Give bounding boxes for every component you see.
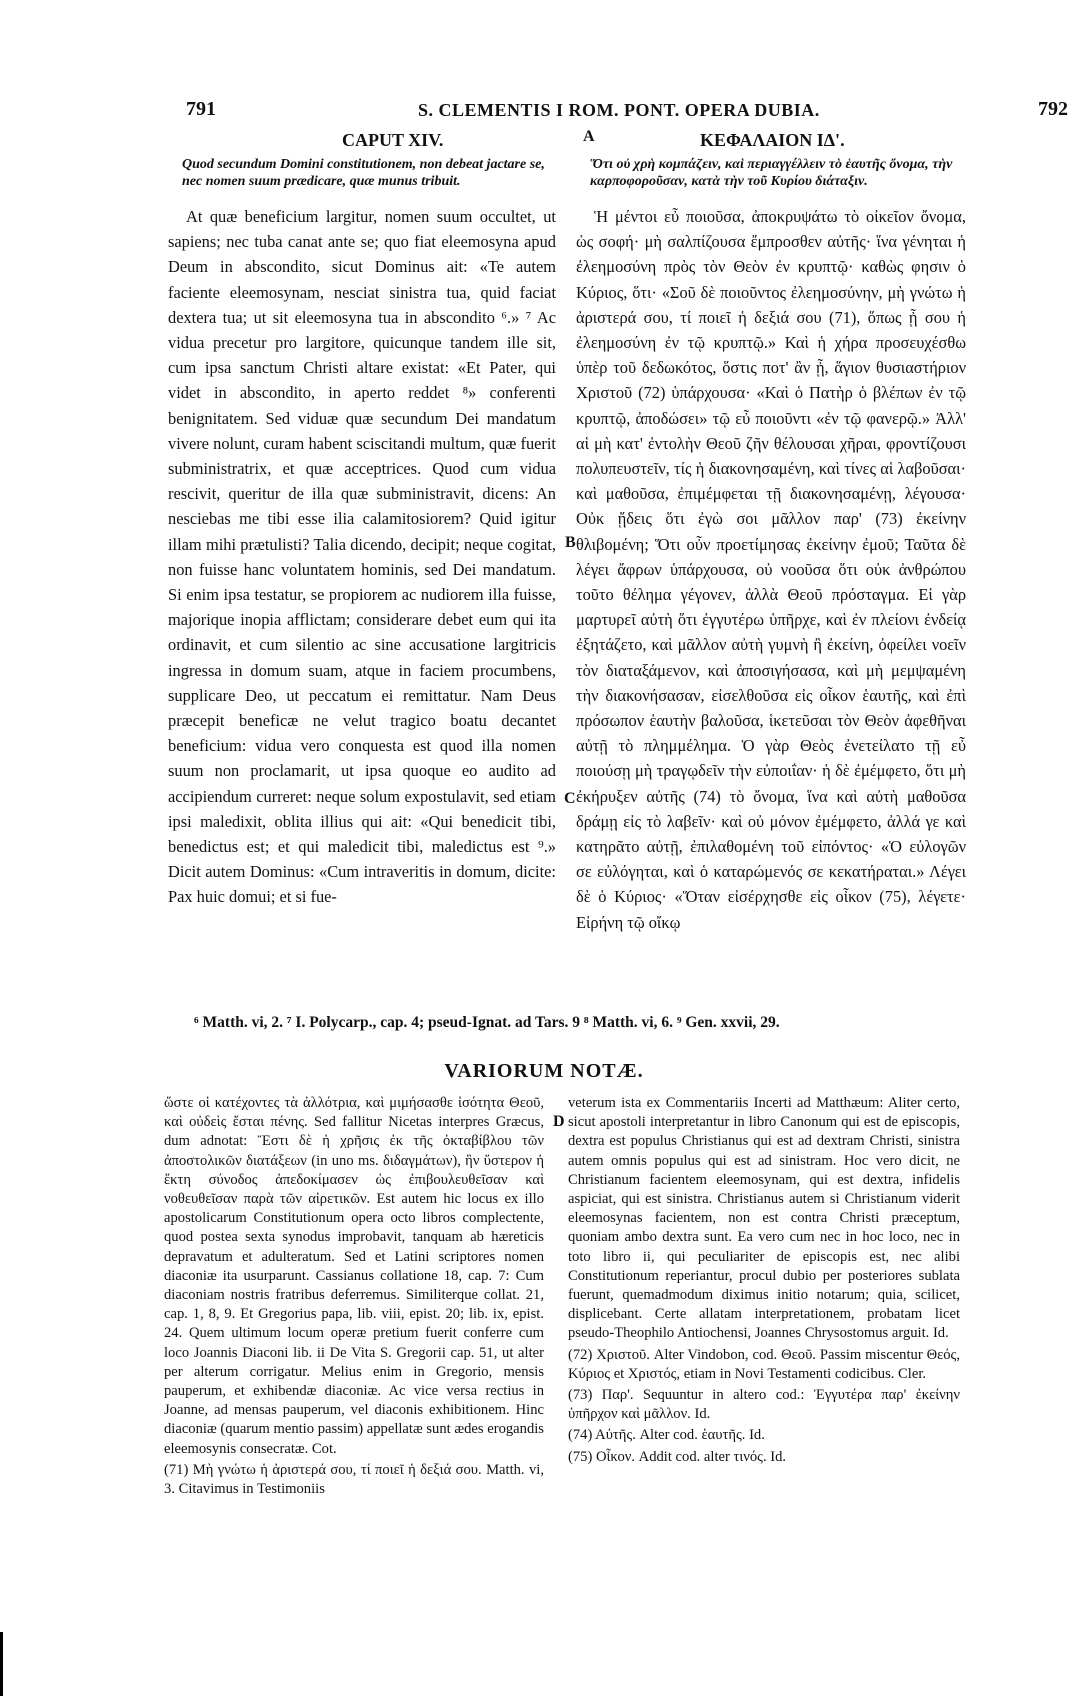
- latin-chapter-heading: CAPUT XIV.: [342, 130, 444, 150]
- notes-left-column: [164, 1094, 544, 1499]
- latin-paragraph: At quæ beneficium largitur, nomen suum occultet, ut sapiens; nec tuba canat ante se; quo fiat eleemosyna apud Deum in abscondito, sicut Dominus ait: «Te autem faciente eleemosynam, nesciat sinistra tua, quid faciat dextera tua; ut sit eleemosyna tua in abscondito ⁶.» ⁷ Ac vidua precetur pro largitore, quicunque tandem ille sit, cum ipsa sanctum Christi altare existat: «Et Pater, qui videt in abscondito, in aperto reddet ⁸» conferenti benignitatem. Sed viduæ quæ secundum Dei mandatum vivere nolunt, curam habent sciscitandi multum, quæ fuerit subministratrix, et quæ acceptrices. Quod cum vidua rescivit, queritur de illa quæ subministravit, dicens: An nesciebas me tibi esse ilia calamitosiorem? Quid igitur illam mihi prætulisti? Talia dicendo, decipit; neque cogitat, non fuisse hanc voluntatem hominis, sed Dei mandatum. Si enim ipsa testatur, se propiorem ac nudiorem illa fuisse, majorique inopia afflictam; considerare debet eum qui ita ordinavit, et cum silentio ac sine accusatione largitricis ingressa in domum suam, atque in faciem procumbens, supplicare Deo, ut peccatum ei remittatur. Nam Deus præcepit beneficæ ne velut tragico boatu decantet beneficium: vidua vero conquesta est quod illa nomen suum non proclamarit, ut ipsa quoque eo audito ad accipiendum curreret: neque solum expostulavit, sed etiam ipsi maledixit, oblita illius qui ait: «Qui benedicit tibi, benedictus est; et qui maledicit tibi, maledictus est ⁹.» Dicit autem Dominus: «Cum intraveritis in domum, dicite: Pax huic domui; et si fue-: [168, 207, 556, 907]
- note-paragraph: (71) Μὴ γνώτω ἡ ἀριστερά σου, τί ποιεῖ ἡ δεξιά σου. Matth. vi, 3. Citavimus in Testimoniis: [164, 1461, 544, 1498]
- scripture-references: ⁶ Matth. vi, 2. ⁷ I. Polycarp., cap. 4; pseud-Ignat. ad Tars. 9 ⁸ Matth. vi, 6. ⁹ Gen. xxvii, 29.: [194, 1014, 780, 1031]
- greek-chapter-heading: ΚΕΦΑΛΑΙΟΝ ΙΔ'.: [700, 130, 845, 150]
- note-paragraph: (72) Χριστοῦ. Alter Vindobon, cod. Θεοῦ. Passim miscentur Θεός, Κύριος et Χριστός, etiam in Novi Testamenti codicibus. Cler.: [568, 1346, 960, 1382]
- running-header: [0, 98, 1088, 126]
- latin-chapter-summary: Quod secundum Domini constitutionem, non debeat jactare se, nec nomen suum prædicare, quæ munus tribuit.: [182, 157, 545, 189]
- running-title: S. CLEMENTIS I ROM. PONT. OPERA DUBIA.: [418, 100, 820, 120]
- margin-letter-c: C: [564, 790, 576, 807]
- greek-paragraph: Ἡ μέντοι εὖ ποιοῦσα, ἀποκρυψάτω τὸ οἰκεῖον ὄνομα, ὡς σοφή· μὴ σαλπίζουσα ἔμπροσθεν αὐτῆς· ἵνα γένηται ἡ ἐλεημοσύνη πρὸς τὸν Θεὸν ἐν κρυπτῷ· καθὼς φησιν ὁ Κύριος, ὅτι· «Σοῦ δὲ ποιοῦντος ἐλεημοσύνην, μὴ γνώτω ἡ ἀριστερά σου, τί ποιεῖ ἡ δεξιά σου (71), ὅπως ᾖ σου ἡ ἐλεημοσύνη ἐν τῷ κρυπτῷ.» Καὶ ἡ χήρα προσευχέσθω ὑπὲρ τοῦ δεδωκότος, ὅστις ποτ' ἂν ᾖ, ἅγιον θυσιαστήριον Χριστοῦ (72) ὑπάρχουσα· «Καὶ ὁ Πατὴρ ὁ βλέπων ἐν τῷ κρυπτῷ, ἀποδώσει» τῷ εὖ ποιοῦντι «ἐν τῷ φανερῷ.» Ἀλλ' αἱ μὴ κατ' ἐντολὴν Θεοῦ ζῆν θέλουσαι χῆραι, φροντίζουσι πολυπευστεῖν, τίς ἡ διακονησαμένη, καὶ τίνες αἱ λαβοῦσαι· καὶ μαθοῦσα, ἐπιμέμφεται τῇ διακονησαμένῃ, λέγουσα· Οὐκ ᾔδεις ὅτι ἐγὼ σοι μᾶλλον παρ' (73) ἐκείνην θλιβομένη; Ὅτι οὖν προετίμησας ἐκείνην ἐμοῦ; Ταῦτα δὲ λέγει ἄφρων ὑπάρχουσα, οὐ νοοῦσα ὅτι οὐκ ἀνθρώπου τοῦτο θέλημα γέγονεν, ἀλλὰ Θεοῦ πρόσταγμα. Εἰ γὰρ μαρτυρεῖ αὐτὴ ὅτι ἐγγυτέρω ὑπῆρχε, καὶ ἐν πλείονι ἐνδείᾳ ἐξητάζετο, καὶ μᾶλλον αὐτὴ γυμνὴ ἢ ἐκείνη, ὀφείλει νοεῖν τὸν διαταξάμενον, καὶ ἀποσιγήσασα, καὶ μὴ μεμψαμένη τὴν διακονήσασαν, εἰσελθοῦσα εἰς οἶκον ἑαυτῆς, καὶ ἐπὶ πρόσωπον ἑαυτὴν βαλοῦσα, ἱκετεῦσαι τὸν Θεὸν ἀφεθῆναι αὐτῇ τὸ πλημμέλημα. Ὁ γὰρ Θεὸς ἐνετείλατο τῇ εὖ ποιούσῃ μὴ τραγῳδεῖν τὴν εὐποιΐαν· ἡ δὲ ἐμέμφετο, ὅτι μὴ ἐκήρυξεν αὐτῆς (74) τὸ ὄνομα, ἵνα καὶ αὐτὴ μαθοῦσα δράμῃ εἰς τὸ λαβεῖν· καὶ οὐ μόνον ἐμέμφετο, ἀλλά γε καὶ κατηρᾶτο αὐτῇ, ἐπιλαθομένη τοῦ εἰπόντος· «Ὁ εὐλογῶν σε εὐλόγηται, καὶ ὁ καταρώμενός σε κεκατήραται.» Λέγει δὲ ὁ Κύριος· «Ὅταν εἰσέρχησθε εἰς οἶκον (75), λέγετε· Εἰρήνη τῷ οἴκῳ: [576, 207, 966, 932]
- note-paragraph: (74) Αὐτῆς. Alter cod. ἑαυτῆς. Id.: [568, 1427, 765, 1444]
- margin-letter-d: D: [553, 1113, 565, 1130]
- note-paragraph: ὥστε οἱ κατέχοντες τὰ ἀλλότρια, καὶ μιμήσασθε ἰσότητα Θεοῦ, καὶ οὐδεὶς ἔσται πένης. Sed fallitur Nicetas interpres Græcus, dum adnotat: Ἔστι δὲ ἡ χρῆσις ἐκ τῆς ὀκταβίβλου τῶν ἀποστολικῶν διατάξεων (in uno ms. διδαγμάτων), ἣν ὕστερον ἡ ἕκτη σύνοδος ἀπεδοκίμασεν ὡς ἐπιβουλευθεῖσαν καὶ νοθευθεῖσαν παρὰ τῶν αἱρετικῶν. Est autem hic locus ex illo apostolicarum Constitutionum opera octo libros complectente, quod postea sexta synodus improbavit, tanquam ab hæreticis depravatum et adulteratum. Sed et Latini scriptores nomen diaconiæ ita usurparunt. Cassianus collatione 18, cap. 7: Cum diaconiam nostris fratribus deferremus. Similiterque collat. 21, cap. 1, 8, 9. Et Gregorius papa, lib. viii, epist. 20; lib. ix, epist. 24. Quem ultimum locum operæ pretium fuerit conferre cum loco Joannis Diaconi lib. ii De Vita S. Gregorii cap. 51, ut alter per alterum corrigatur. Melius enim in Gregorio, mensis pauperum, et exhibendæ diaconiæ. Ac vice versa rectius in Joanne, ad mensas pauperum, vel diaconis exhibitionem. Hinc diaconiæ (quarum mentio passim) appellatæ sunt ædes erogandis eleemosynis consecratæ. Cot.: [164, 1095, 544, 1457]
- note-paragraph: (75) Οἶκον. Addit cod. alter τινός. Id.: [568, 1448, 787, 1465]
- note-paragraph: (73) Παρ'. Sequuntur in altero cod.: Ἐγγυτέρα παρ' ἐκείνην ὑπῆρχον καὶ μᾶλλον. Id.: [568, 1387, 960, 1423]
- notes-right-column: [568, 1094, 960, 1467]
- latin-text-column: [168, 204, 556, 910]
- page-number-left: 791: [186, 98, 216, 120]
- margin-letter-b: B: [565, 534, 576, 551]
- scan-edge-mark: [0, 1632, 3, 1696]
- variorum-notes-title: VARIORUM NOTÆ.: [444, 1060, 644, 1082]
- note-paragraph: veterum ista ex Commentariis Incerti ad Matthæum: Aliter certo, sicut apostoli interpretantur in libro Canonum qui est de episcopis, dextra est populus Christianus qui est ad dextram Christi, sinistra autem omnis populus qui est ad sinistram. Hoc vero dicit, ne Christianum facientem eleemosynam, qui est dextra, infidelis aspiciat, qui est sinistra. Christianus autem si Christianum viderit eleemosynas facientem, non est contra Christi præceptum, quoniam ambo dextra sunt. Ea vero cum nec in hoc loco, nec in toto libro ii, qui peculiariter de episcopis est, nec alibi Constitutionum reperiantur, procul dubio per posteriores sublata fuerunt, quemadmodum diximus initio notarum; quia, scilicet, displicebant. Certe allatam interpretationem, probatam licet pseudo-Theophilo Antiochensi, Joannes Chrysostomus arguit. Id.: [568, 1095, 960, 1342]
- greek-text-column: [576, 204, 966, 935]
- greek-chapter-summary: Ὅτι οὐ χρὴ κομπάζειν, καὶ περιαγγέλλειν τὸ ἑαυτῆς ὄνομα, τὴν καρποφοροῦσαν, κατὰ τὴν τοῦ Κυρίου διάταξιν.: [590, 157, 953, 189]
- margin-letter-a: A: [583, 128, 595, 145]
- page-number-right: 792: [1038, 98, 1068, 120]
